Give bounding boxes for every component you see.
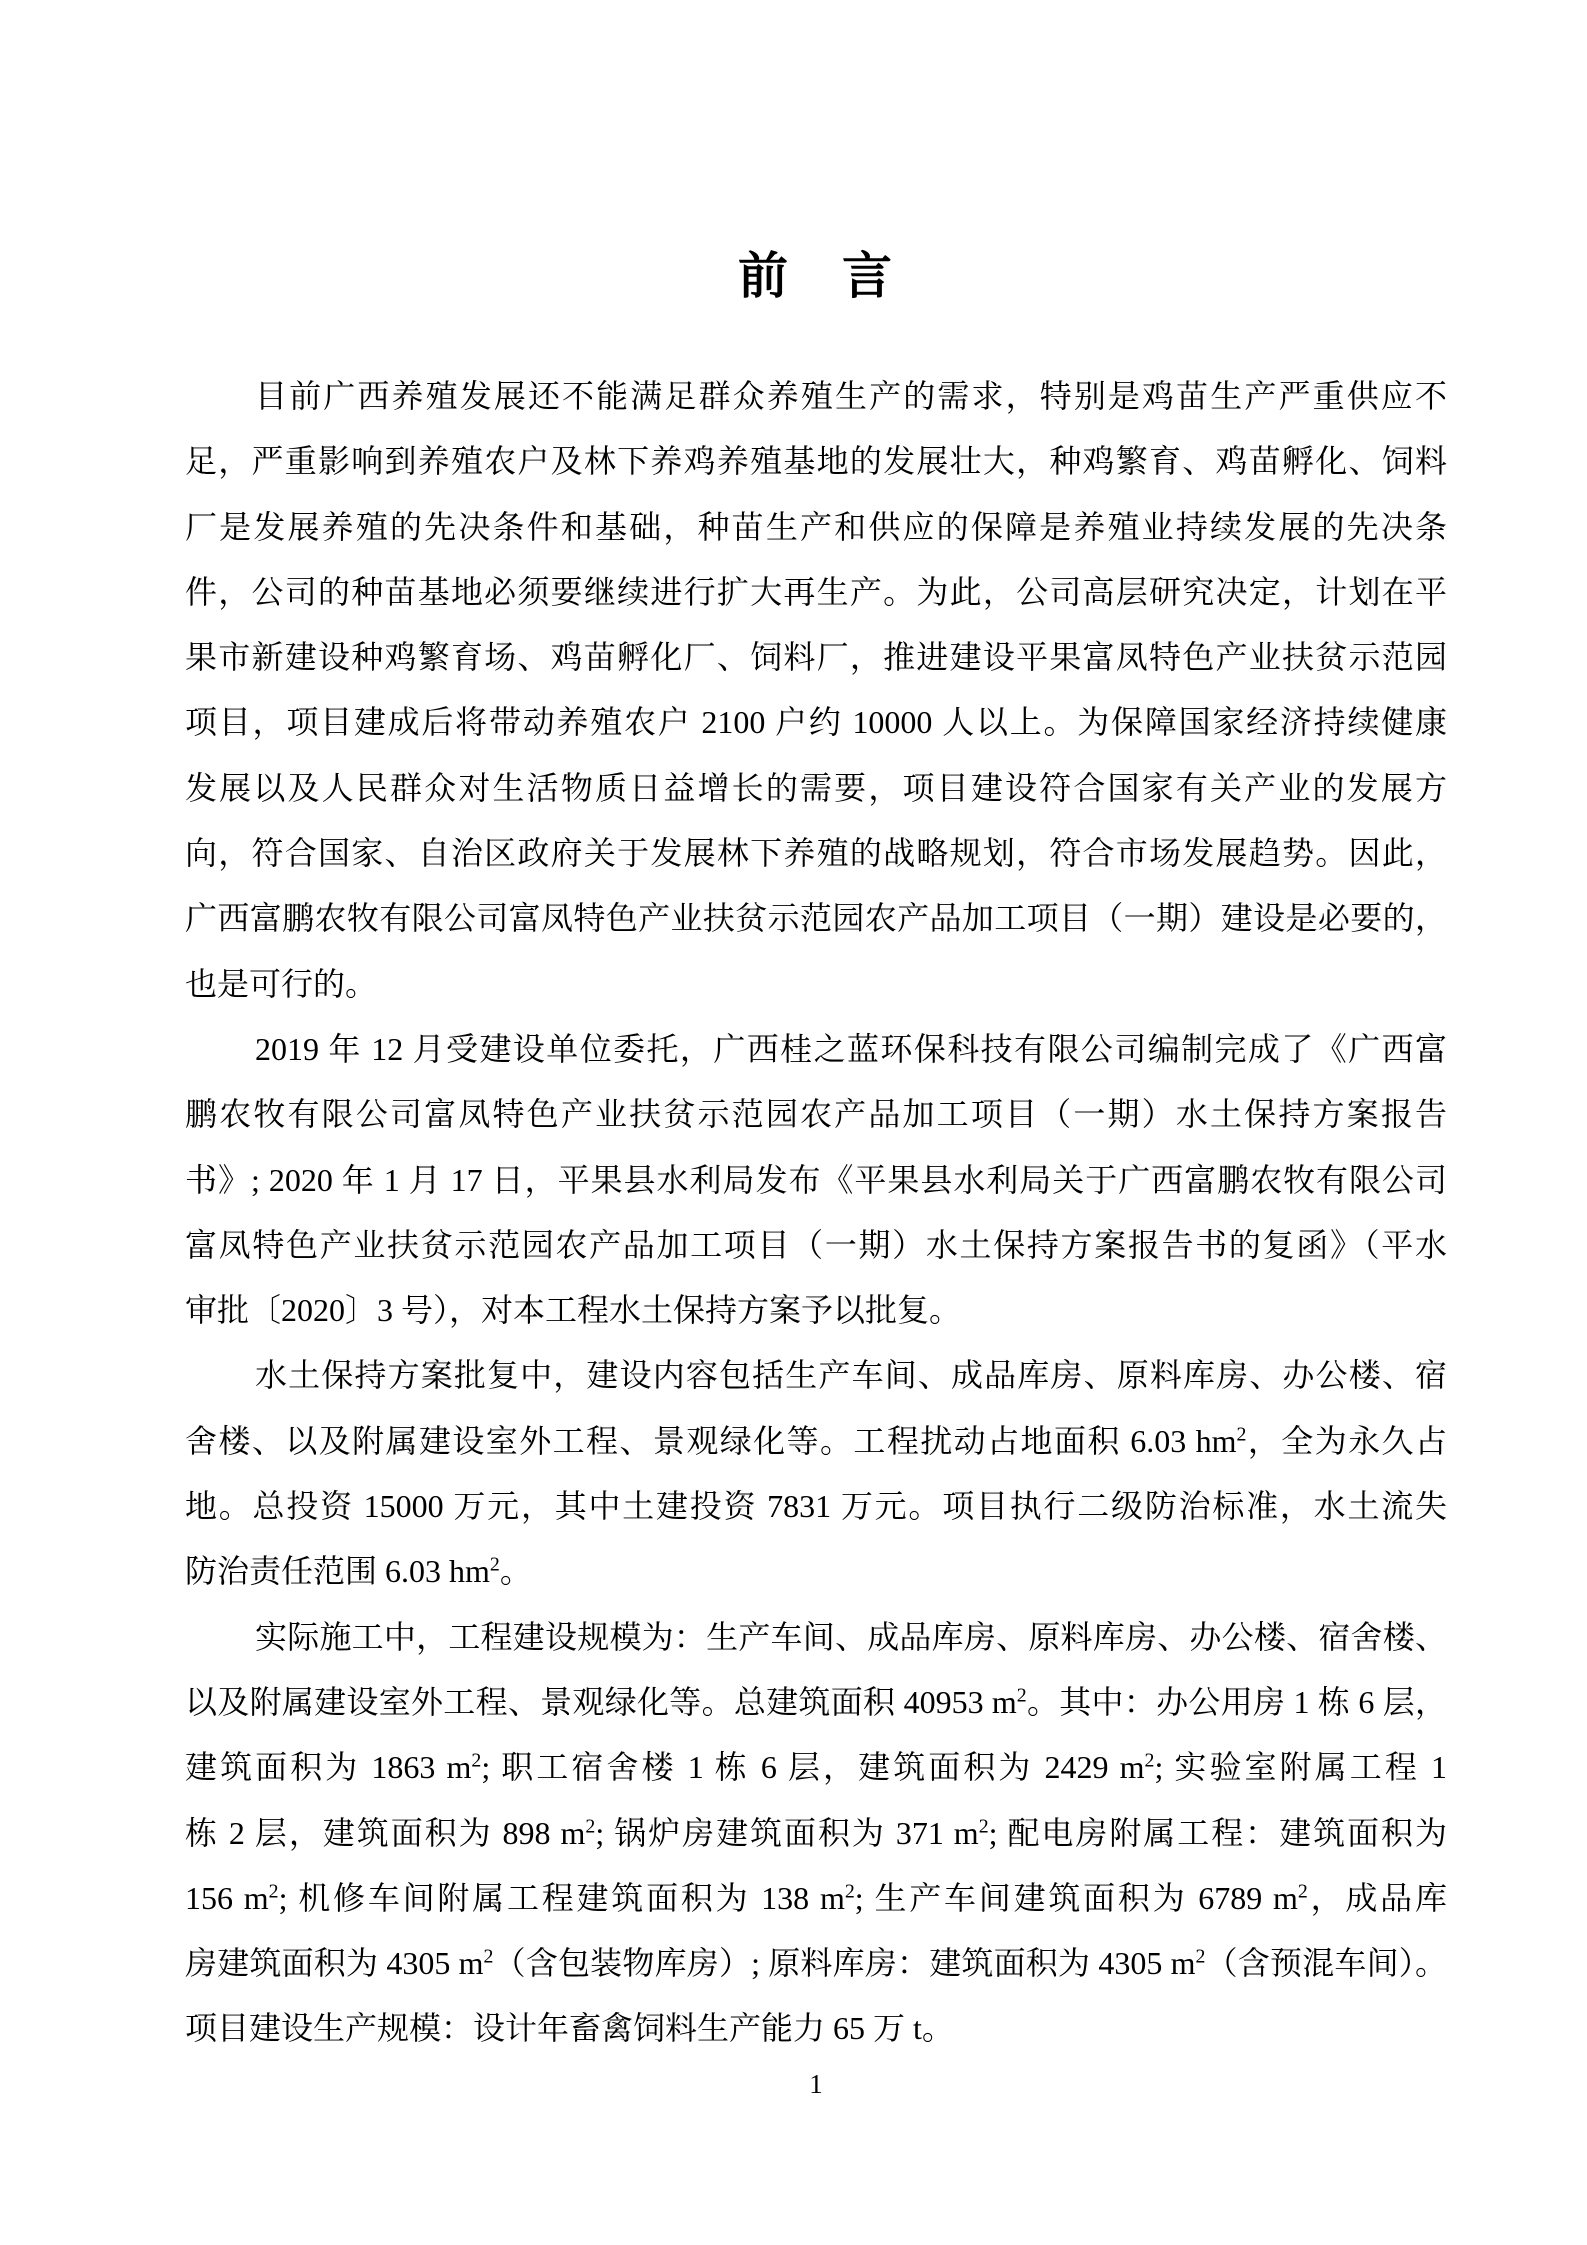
paragraph-2-line-2: 鹏农牧有限公司富凤特色产业扶贫示范园农产品加工项目（一期）水土保持方案报告 — [185, 1096, 1447, 1133]
paragraph-1-line-2: 足，严重影响到养殖农户及林下养鸡养殖基地的发展壮大，种鸡繁育、鸡苗孵化、饲料 — [185, 443, 1447, 480]
superscript-2: 2 — [1144, 1749, 1155, 1772]
superscript-2: 2 — [844, 1880, 855, 1903]
superscript-2: 2 — [1297, 1880, 1308, 1903]
superscript-2: 2 — [268, 1880, 279, 1903]
paragraph-4-line-1: 实际施工中，工程建设规模为：生产车间、成品库房、原料库房、办公楼、宿舍楼、 — [255, 1618, 1447, 1655]
paragraph-3-line-4: 防治责任范围 6.03 $hm^2$。 — [185, 1553, 532, 1590]
paragraph-2-line-5: 审批〔2020〕3 号），对本工程水土保持方案予以批复。 — [185, 1292, 962, 1329]
page-title: 前 言 — [738, 248, 894, 304]
content-column — [185, 248, 1447, 2100]
paragraph-4-line-2: 以及附属建设室外工程、景观绿化等。总建筑面积 40953 $m^2$。其中：办公用房 1 栋 6 层， — [185, 1683, 1447, 1720]
paragraph-4-line-7: 项目建设生产规模：设计年畜禽饲料生产能力 65 万 t。 — [185, 2010, 954, 2047]
paragraph-1-line-10: 也是可行的。 — [185, 965, 378, 1002]
paragraph-2-line-3: 书》; 2020 年 1 月 17 日，平果县水利局发布《平果县水利局关于广西富鹏农牧有限公司 — [185, 1161, 1447, 1198]
paragraph-4-line-6: 房建筑面积为 4305 $m^2$（含包装物库房）; 原料库房：建筑面积为 4305 $m^2$（含预混车间）。 — [185, 1945, 1447, 1982]
paragraph-3-line-1: 水土保持方案批复中，建设内容包括生产车间、成品库房、原料库房、办公楼、宿 — [255, 1357, 1447, 1394]
paragraph-1-line-8: 向，符合国家、自治区政府关于发展林下养殖的战略规划，符合市场发展趋势。因此， — [185, 835, 1447, 872]
paragraph-1-line-1: 目前广西养殖发展还不能满足群众养殖生产的需求，特别是鸡苗生产严重供应不 — [255, 378, 1447, 414]
paragraph-1-line-6: 项目，项目建成后将带动养殖农户 2100 户约 10000 人以上。为保障国家经济持续健康 — [185, 704, 1447, 741]
page-number: 1 — [809, 2068, 823, 2099]
superscript-2: 2 — [585, 1814, 596, 1837]
superscript-2: 2 — [471, 1749, 482, 1772]
paragraph-1-line-4: 件，公司的种苗基地必须要继续进行扩大再生产。为此，公司高层研究决定，计划在平 — [185, 573, 1447, 610]
superscript-2: 2 — [489, 1553, 500, 1576]
paragraph-1-line-7: 发展以及人民群众对生活物质日益增长的需要，项目建设符合国家有关产业的发展方 — [185, 769, 1447, 806]
paragraph-3-line-2: 舍楼、以及附属建设室外工程、景观绿化等。工程扰动占地面积 6.03 $hm^2$，全为永久占 — [185, 1422, 1447, 1459]
superscript-2: 2 — [1195, 1945, 1206, 1968]
superscript-2: 2 — [978, 1814, 989, 1837]
paragraph-1-line-5: 果市新建设种鸡繁育场、鸡苗孵化厂、饲料厂，推进建设平果富凤特色产业扶贫示范园 — [185, 639, 1447, 676]
paragraph-4-line-4: 栋 2 层，建筑面积为 898 $m^2$; 锅炉房建筑面积为 371 $m^2$; 配电房附属工程：建筑面积为 — [185, 1814, 1447, 1851]
paragraph-1-line-9: 广西富鹏农牧有限公司富凤特色产业扶贫示范园农产品加工项目（一期）建设是必要的， — [185, 900, 1447, 937]
document-body — [185, 364, 1447, 2062]
superscript-2: 2 — [1016, 1684, 1027, 1707]
paragraph-2-line-1: 2019 年 12 月受建设单位委托，广西桂之蓝环保科技有限公司编制完成了《广西富 — [255, 1030, 1447, 1067]
superscript-2: 2 — [1236, 1423, 1247, 1446]
superscript-2: 2 — [483, 1945, 494, 1968]
paragraph-1-line-3: 厂是发展养殖的先决条件和基础，种苗生产和供应的保障是养殖业持续发展的先决条 — [185, 508, 1447, 545]
paragraph-3-line-3: 地。总投资 15000 万元，其中土建投资 7831 万元。项目执行二级防治标准，水土流失 — [185, 1488, 1447, 1525]
paragraph-2-line-4: 富凤特色产业扶贫示范园农产品加工项目（一期）水土保持方案报告书的复函》（平水 — [185, 1226, 1447, 1263]
paragraph-4-line-5: 156 $m^2$; 机修车间附属工程建筑面积为 138 $m^2$; 生产车间建筑面积为 6789 $m^2$，成品库 — [185, 1879, 1447, 1916]
paragraph-4-line-3: 建筑面积为 1863 $m^2$; 职工宿舍楼 1 栋 6 层，建筑面积为 2429 $m^2$; 实验室附属工程 1 — [185, 1749, 1447, 1786]
